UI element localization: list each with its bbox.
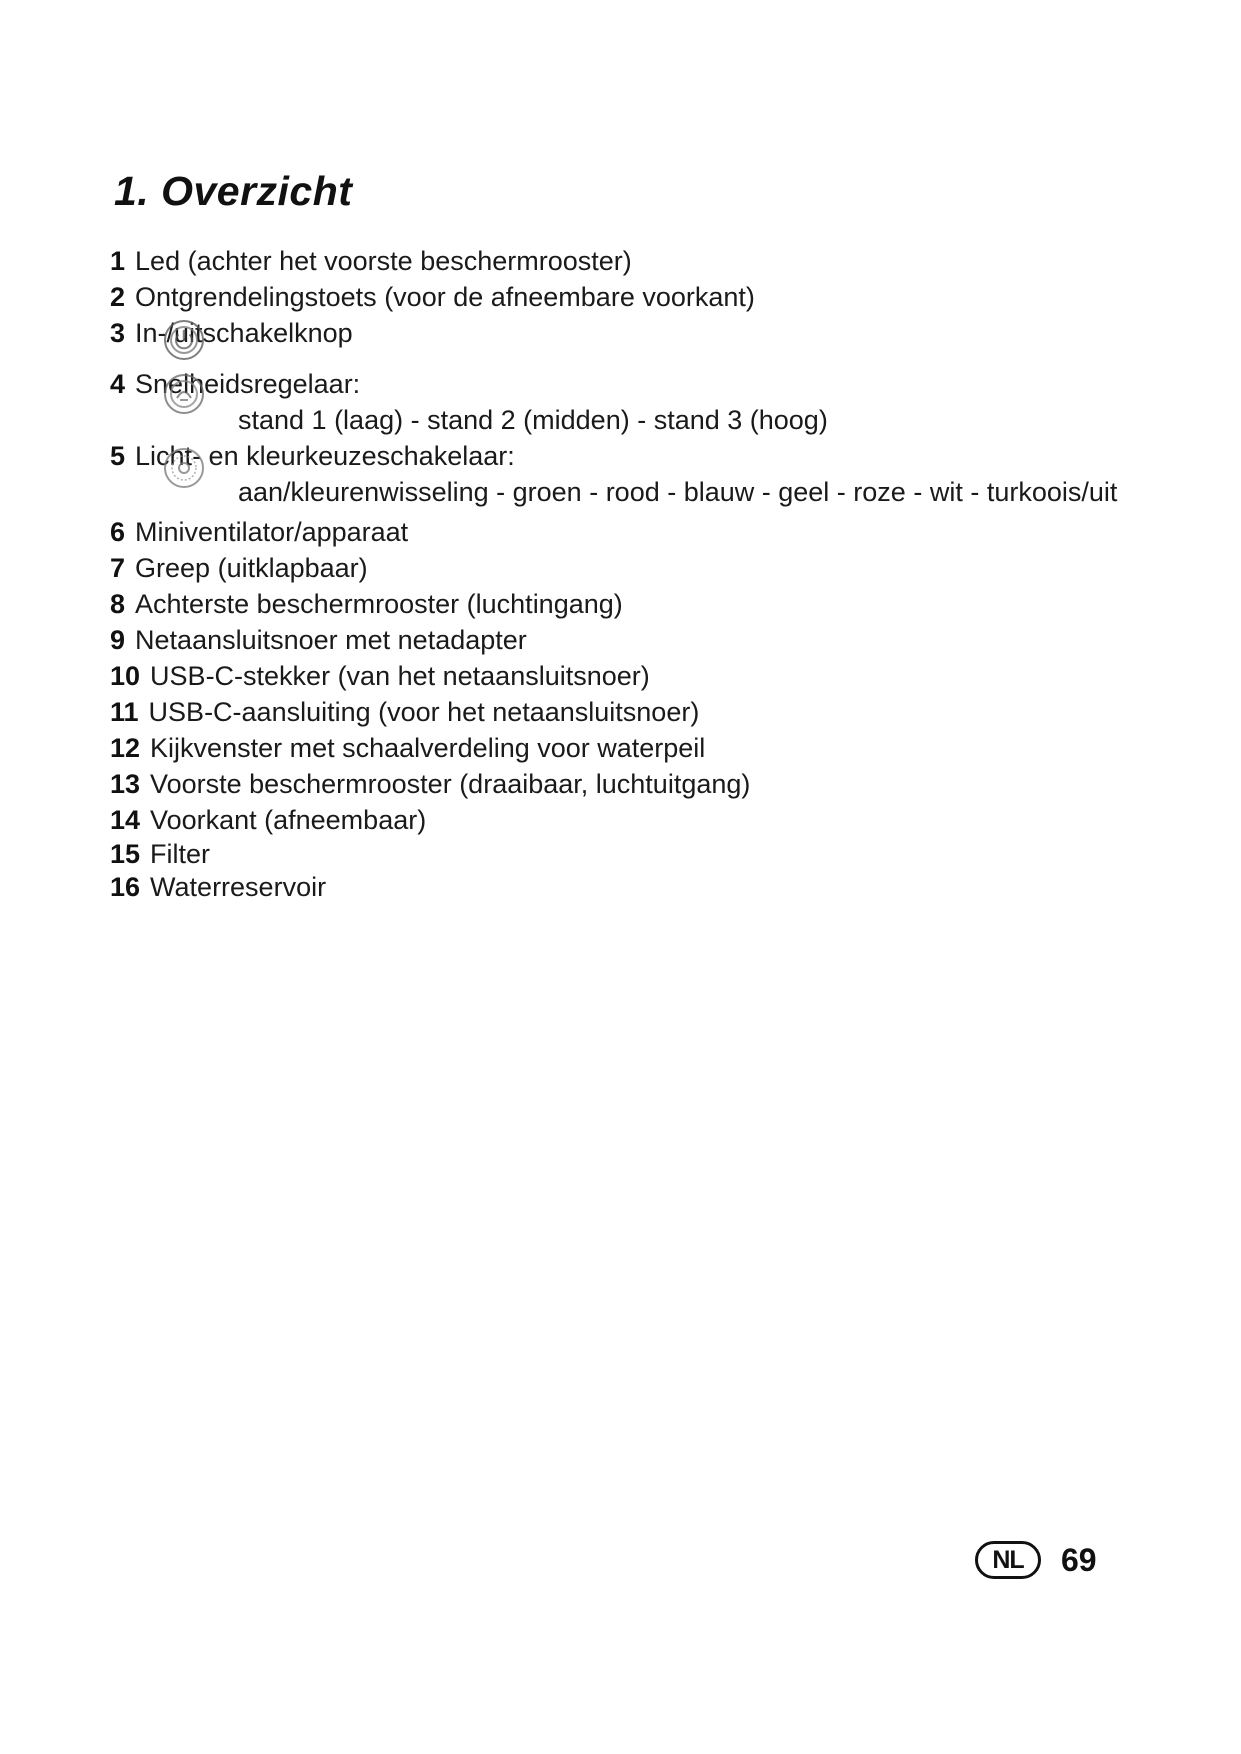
item-text: USB-C-stekker (van het netaansluitsnoer) <box>150 661 650 691</box>
item-subtext: stand 1 (laag) - stand 2 (midden) - stand 3 (hoog) <box>238 405 828 435</box>
item-text: Voorste beschermrooster (draaibaar, luchtuitgang) <box>150 769 751 799</box>
item-text: Waterreservoir <box>150 872 327 902</box>
item-number: 3 <box>110 318 126 348</box>
list-item <box>110 516 408 548</box>
item-number: 4 <box>110 369 126 399</box>
item-text: Filter <box>150 839 211 869</box>
list-item <box>110 368 360 400</box>
item-text: Snelheidsregelaar: <box>135 369 361 399</box>
list-item <box>110 317 353 349</box>
item-number: 13 <box>110 769 141 799</box>
list-item <box>110 804 426 836</box>
item-text: Miniventilator/apparaat <box>135 517 409 547</box>
list-item <box>110 588 623 620</box>
item-text: Licht- en kleurkeuzeschakelaar: <box>135 441 515 471</box>
item-text: Led (achter het voorste beschermrooster) <box>135 246 632 276</box>
item-number: 12 <box>110 733 141 763</box>
item-number: 7 <box>110 553 126 583</box>
item-text: USB-C-aansluiting (voor het netaansluitsnoer) <box>148 697 700 727</box>
item-number: 14 <box>110 805 141 835</box>
item-number: 6 <box>110 517 126 547</box>
speed-button-icon <box>162 372 206 416</box>
item-number: 11 <box>110 697 139 727</box>
list-item <box>110 552 368 584</box>
item-subtext: aan/kleurenwisseling - groen - rood - blauw - geel - roze - wit - turkoois/uit <box>238 477 1118 507</box>
list-item <box>110 732 705 764</box>
list-item <box>110 245 632 277</box>
item-text: Voorkant (afneembaar) <box>150 805 427 835</box>
item-number: 9 <box>110 625 126 655</box>
item-number: 10 <box>110 661 141 691</box>
list-item <box>110 624 527 656</box>
light-button-icon <box>162 446 206 490</box>
page-number: 69 <box>1061 1541 1097 1578</box>
item-text: Achterste beschermrooster (luchtingang) <box>135 589 623 619</box>
list-item <box>110 660 650 692</box>
item-text: In-/uitschakelknop <box>135 318 353 348</box>
list-item <box>110 696 699 728</box>
item-number: 2 <box>110 282 126 312</box>
item-number: 15 <box>110 839 141 869</box>
list-item <box>110 281 755 313</box>
item-text: Kijkvenster met schaalverdeling voor waterpeil <box>150 733 706 763</box>
item-text: Greep (uitklapbaar) <box>135 553 368 583</box>
item-text: Ontgrendelingstoets (voor de afneembare voorkant) <box>135 282 755 312</box>
item-number: 5 <box>110 441 126 471</box>
list-item <box>110 838 210 870</box>
item-number: 1 <box>110 246 126 276</box>
item-number: 16 <box>110 872 141 902</box>
language-badge: NL <box>975 1541 1041 1579</box>
list-item <box>110 768 750 800</box>
power-button-icon <box>162 318 206 362</box>
list-item <box>110 871 326 903</box>
item-number: 8 <box>110 589 126 619</box>
page-footer <box>975 1541 1097 1579</box>
item-text: Netaansluitsnoer met netadapter <box>135 625 527 655</box>
page-title: 1. Overzicht <box>114 168 353 214</box>
